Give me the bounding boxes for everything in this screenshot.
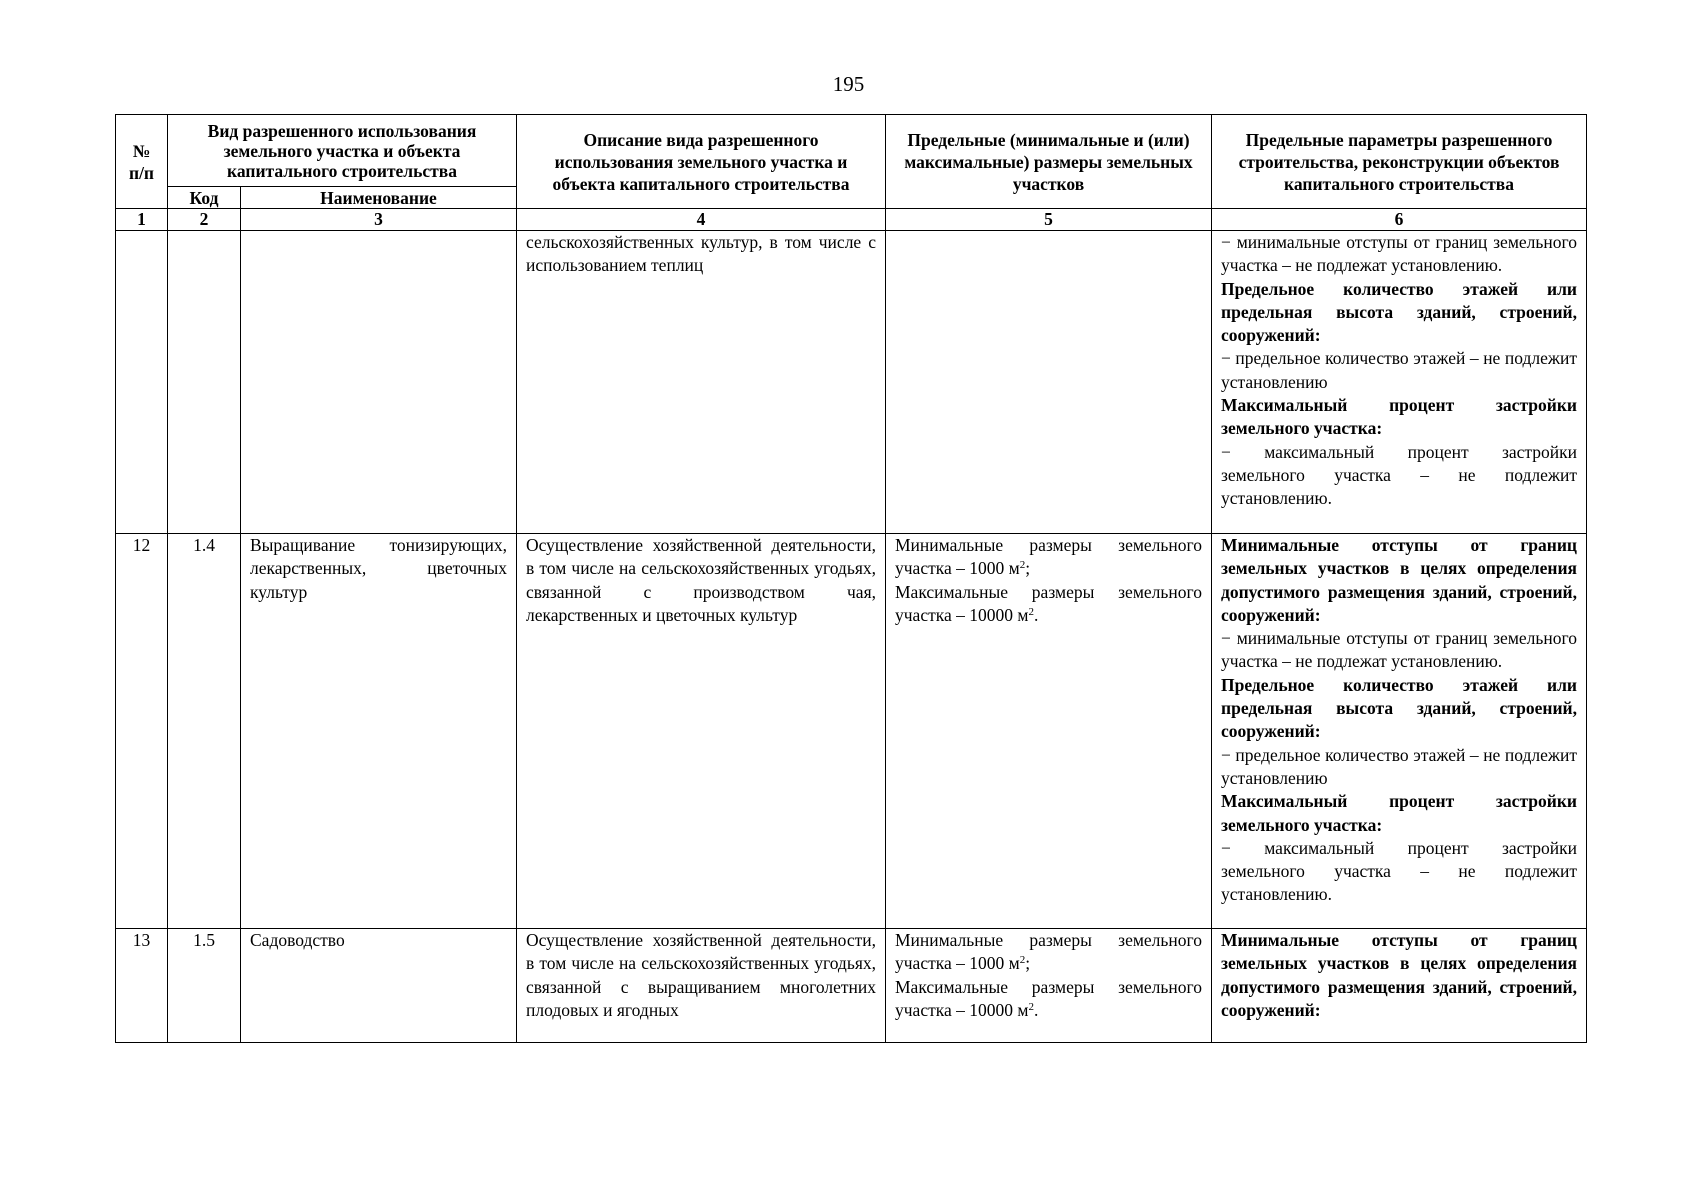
name-cell bbox=[241, 231, 517, 534]
header-row-number: № п/п bbox=[116, 115, 168, 209]
size-max-text: Максимальные размеры земельного участка – 10000 м bbox=[895, 976, 1202, 1020]
size-max-end: . bbox=[1033, 999, 1039, 1020]
size-max-line bbox=[895, 976, 1202, 1023]
name-text: Садоводство bbox=[250, 930, 345, 950]
param-line: − минимальные отступы от границ земельного участка – не подлежат установлению. bbox=[1221, 232, 1577, 276]
description-cell bbox=[517, 534, 886, 929]
header-name: Наименование bbox=[241, 187, 517, 209]
param-heading: Максимальный процент застройки земельного участка: bbox=[1221, 791, 1577, 835]
param-line: − предельное количество этажей – не подлежит установлению bbox=[1221, 744, 1577, 788]
size-cell bbox=[886, 534, 1212, 929]
superscript-2: 2 bbox=[1028, 605, 1034, 618]
code-cell: 1.4 bbox=[168, 534, 241, 929]
description-text: Осуществление хозяйственной деятельности, в том числе на сельскохозяйственных угодьях, связанной с производством чая, лекарственных и цветочных культур bbox=[526, 535, 876, 625]
row-number-cell bbox=[116, 231, 168, 534]
table-row-continued bbox=[116, 231, 1587, 534]
name-cell bbox=[241, 929, 517, 1043]
param-heading: Минимальные отступы от границ земельных участков в целях определения допустимого размещения зданий, строений, сооружений: bbox=[1221, 930, 1577, 1020]
params-cell bbox=[1212, 231, 1587, 534]
description-cell bbox=[517, 929, 886, 1043]
superscript-2: 2 bbox=[1028, 1000, 1034, 1013]
param-line: − предельное количество этажей – не подлежит установлению bbox=[1221, 348, 1577, 392]
size-min-text: Минимальные размеры земельного участка – 1000 м bbox=[895, 535, 1202, 579]
superscript-2: 2 bbox=[1019, 954, 1026, 967]
column-number-3: 3 bbox=[241, 209, 517, 231]
description-cell bbox=[517, 231, 886, 534]
param-heading: Предельное количество этажей или предельная высота зданий, строений, сооружений: bbox=[1221, 278, 1577, 346]
size-max-line bbox=[895, 581, 1202, 628]
param-line: − максимальный процент застройки земельного участка – не подлежит установлению. bbox=[1221, 441, 1577, 509]
param-line: − максимальный процент застройки земельного участка – не подлежит установлению. bbox=[1221, 837, 1577, 905]
size-min-end: ; bbox=[1025, 558, 1031, 579]
header-code: Код bbox=[168, 187, 241, 209]
name-text: Выращивание тонизирующих, лекарственных, цветочных культур bbox=[250, 535, 507, 602]
land-use-regulations-table bbox=[115, 114, 1587, 1043]
size-max-end: . bbox=[1033, 604, 1039, 625]
params-cell bbox=[1212, 534, 1587, 929]
page-number: 195 bbox=[832, 72, 865, 96]
param-heading: Максимальный процент застройки земельного участка: bbox=[1221, 395, 1577, 439]
row-number-cell: 13 bbox=[116, 929, 168, 1043]
superscript-2: 2 bbox=[1019, 559, 1026, 572]
description-text: сельскохозяйственных культур, в том числе с использованием теплиц bbox=[526, 232, 876, 276]
size-min-text: Минимальные размеры земельного участка – 1000 м bbox=[895, 930, 1202, 974]
size-min-line bbox=[895, 929, 1202, 976]
param-heading: Минимальные отступы от границ земельных участков в целях определения допустимого размещения зданий, строений, сооружений: bbox=[1221, 535, 1577, 625]
column-number-6: 6 bbox=[1212, 209, 1587, 231]
table-row-12 bbox=[116, 534, 1587, 929]
column-number-1: 1 bbox=[116, 209, 168, 231]
column-number-5: 5 bbox=[886, 209, 1212, 231]
size-max-text: Максимальные размеры земельного участка – 10000 м bbox=[895, 581, 1202, 625]
name-cell bbox=[241, 534, 517, 929]
params-cell bbox=[1212, 929, 1587, 1043]
header-use-description: Описание вида разрешенного использования земельного участка и объекта капитального строительства bbox=[517, 115, 886, 209]
param-heading: Предельное количество этажей или предельная высота зданий, строений, сооружений: bbox=[1221, 674, 1577, 742]
header-construction-parameters: Предельные параметры разрешенного строительства, реконструкции объектов капитального строительства bbox=[1212, 115, 1587, 209]
size-cell bbox=[886, 929, 1212, 1043]
column-number-4: 4 bbox=[517, 209, 886, 231]
column-number-2: 2 bbox=[168, 209, 241, 231]
size-min-line bbox=[895, 534, 1202, 581]
header-plot-size-limits: Предельные (минимальные и (или) максимальные) размеры земельных участков bbox=[886, 115, 1212, 209]
row-number-cell: 12 bbox=[116, 534, 168, 929]
header-permitted-use-group: Вид разрешенного использования земельного участка и объекта капитального строительства bbox=[168, 115, 517, 187]
code-cell: 1.5 bbox=[168, 929, 241, 1043]
param-line: − минимальные отступы от границ земельного участка – не подлежат установлению. bbox=[1221, 628, 1577, 672]
table-row-13 bbox=[116, 929, 1587, 1043]
code-cell bbox=[168, 231, 241, 534]
size-cell bbox=[886, 231, 1212, 534]
size-min-end: ; bbox=[1025, 953, 1031, 974]
description-text: Осуществление хозяйственной деятельности, в том числе на сельскохозяйственных угодьях, связанной с выращиванием многолетних плодовых и ягодных bbox=[526, 930, 876, 1020]
